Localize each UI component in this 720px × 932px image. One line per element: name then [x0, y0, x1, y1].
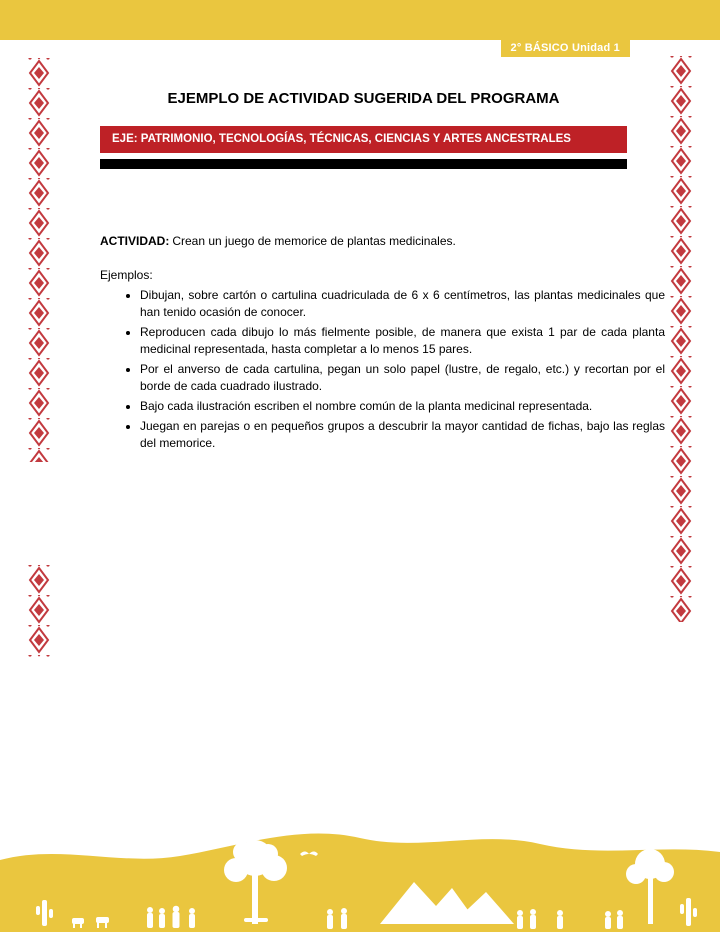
- bullet-item: • Bajo cada ilustración escriben el nombre común de la planta medicinal representada.: [140, 398, 667, 415]
- page-title: EJEMPLO DE ACTIVIDAD SUGERIDA DEL PROGRAMA: [167, 90, 560, 107]
- left-textile-border-bottom: [28, 565, 50, 657]
- activity-text: Crean un juego de memorice de plantas medicinales.: [172, 234, 456, 248]
- bullet-list: [100, 287, 667, 455]
- eje-banner: [100, 126, 627, 153]
- unit-badge-label: 2° BÁSICO Unidad 1: [510, 42, 620, 54]
- textile-pattern-icon: [670, 56, 692, 622]
- top-yellow-bar: [0, 0, 720, 40]
- left-textile-border-top: [28, 58, 50, 462]
- examples-label: Ejemplos:: [100, 268, 153, 282]
- activity-paragraph: [100, 234, 627, 248]
- activity-label: ACTIVIDAD:: [100, 234, 170, 248]
- textile-pattern-icon: [28, 58, 50, 462]
- eje-banner-label: EJE: PATRIMONIO, TECNOLOGÍAS, TÉCNICAS, CIENCIAS Y ARTES ANCESTRALES: [112, 133, 571, 145]
- bullet-item: • Dibujan, sobre cartón o cartulina cuadriculada de 6 x 6 centímetros, las plantas medicinales que han tenido ocasión de conocer.: [140, 287, 667, 321]
- landscape-scene-icon: [0, 814, 720, 932]
- footer-landscape: [0, 814, 720, 932]
- textile-pattern-icon: [28, 565, 50, 657]
- unit-badge: [501, 40, 630, 57]
- bullet-item: • Reproducen cada dibujo lo más fielmente posible, de manera que exista 1 par de cada planta medicinal representada, hasta completar a lo menos 15 pares.: [140, 324, 667, 358]
- black-divider: [100, 159, 627, 169]
- bullet-item: • Juegan en parejas o en pequeños grupos a descubrir la mayor cantidad de fichas, bajo las reglas del memorice.: [140, 418, 667, 452]
- right-textile-border: [670, 56, 692, 622]
- bullet-item: • Por el anverso de cada cartulina, pegan un solo papel (lustre, de regalo, etc.) y recortan por el borde de cada cuadrado ilustrado.: [140, 361, 667, 395]
